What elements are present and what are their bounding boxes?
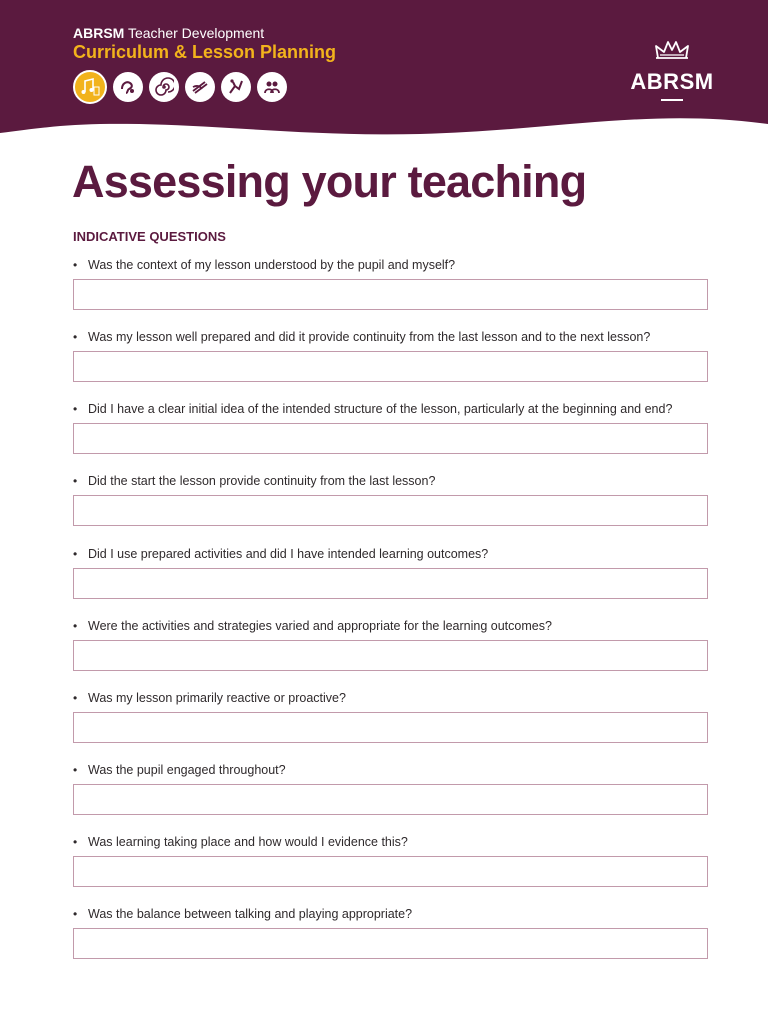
- movement-icon[interactable]: [221, 72, 251, 102]
- group-icon[interactable]: [257, 72, 287, 102]
- bullet: •: [73, 619, 78, 633]
- crown-icon: [652, 38, 692, 62]
- question-text: Was my lesson primarily reactive or proactive?: [88, 691, 346, 705]
- bullet: •: [73, 547, 78, 561]
- bullet: •: [73, 330, 78, 344]
- question-item: [73, 401, 708, 454]
- bullet: •: [73, 907, 78, 921]
- bullet: •: [73, 402, 78, 416]
- question-item: [73, 762, 708, 815]
- question-text: Was the pupil engaged throughout?: [88, 763, 286, 777]
- question-item: [73, 618, 708, 671]
- answer-field[interactable]: [73, 784, 708, 815]
- logo-underline: [661, 99, 683, 101]
- question-item: [73, 473, 708, 526]
- question-item: [73, 834, 708, 887]
- spiral-icon[interactable]: [149, 72, 179, 102]
- header-band: [0, 0, 768, 140]
- page-title: Assessing your teaching: [72, 156, 587, 207]
- question-item: [73, 546, 708, 599]
- question-text: Was the context of my lesson understood by the pupil and myself?: [88, 258, 456, 272]
- answer-field[interactable]: [73, 568, 708, 599]
- listening-icon[interactable]: [113, 72, 143, 102]
- topic-icons: [73, 70, 287, 104]
- bullet: •: [73, 474, 78, 488]
- logo-wordmark: ABRSM: [630, 69, 714, 94]
- question-item: [73, 257, 708, 310]
- question-item: [73, 329, 708, 382]
- question-text: Was the balance between talking and playing appropriate?: [88, 907, 413, 921]
- question-text: Was my lesson well prepared and did it provide continuity from the last lesson and to the next lesson?: [88, 330, 651, 344]
- bullet: •: [73, 835, 78, 849]
- bullet: •: [73, 763, 78, 777]
- question-text: Did I use prepared activities and did I have intended learning outcomes?: [88, 547, 489, 561]
- brand-line: [73, 25, 264, 41]
- answer-field[interactable]: [73, 423, 708, 454]
- section-label: INDICATIVE QUESTIONS: [73, 229, 226, 244]
- question-item: [73, 690, 708, 743]
- answer-field[interactable]: [73, 351, 708, 382]
- music-notes-icon[interactable]: [73, 70, 107, 104]
- answer-field[interactable]: [73, 856, 708, 887]
- abrsm-logo: [628, 38, 716, 101]
- series-title: Curriculum & Lesson Planning: [73, 42, 337, 62]
- answer-field[interactable]: [73, 495, 708, 526]
- instrument-icon[interactable]: [185, 72, 215, 102]
- brand-name: ABRSM: [73, 25, 125, 41]
- question-item: [73, 906, 708, 959]
- question-text: Were the activities and strategies varied and appropriate for the learning outcomes?: [88, 619, 552, 633]
- bullet: •: [73, 258, 78, 272]
- question-text: Did the start the lesson provide continuity from the last lesson?: [88, 474, 436, 488]
- bullet: •: [73, 691, 78, 705]
- question-text: Was learning taking place and how would I evidence this?: [88, 835, 408, 849]
- question-text: Did I have a clear initial idea of the intended structure of the lesson, particularly at the beginning and end?: [88, 402, 673, 416]
- answer-field[interactable]: [73, 640, 708, 671]
- brand-suffix: Teacher Development: [127, 25, 265, 41]
- answer-field[interactable]: [73, 279, 708, 310]
- answer-field[interactable]: [73, 928, 708, 959]
- answer-field[interactable]: [73, 712, 708, 743]
